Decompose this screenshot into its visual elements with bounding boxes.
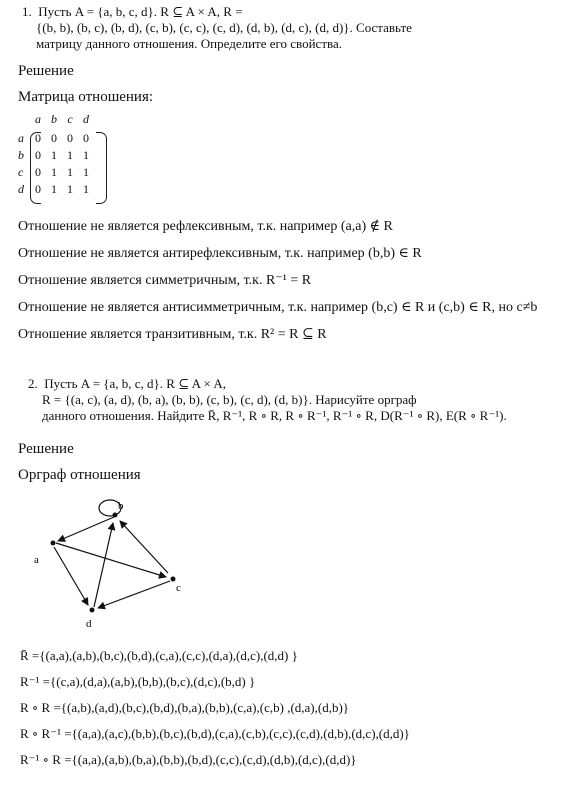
property-line: Отношение не является антисимметричным, т.к. например (b,c) ∈ R и (c,b) ∈ R, но c≠b <box>18 300 538 315</box>
task2-statement <box>28 376 507 424</box>
task1-statement <box>22 4 412 52</box>
matrix-cell: 1 <box>83 165 89 179</box>
task2-number: 2. <box>28 376 38 391</box>
solution1-heading: Решение <box>18 63 74 79</box>
matrix-cell: 1 <box>51 148 57 162</box>
edge-a-c <box>56 543 166 577</box>
formula-inverse: R⁻¹ ={(c,a),(d,a),(a,b),(b,b),(b,c),(d,c),(b,d) } <box>20 674 256 689</box>
task2-line1: Пусть A = {a, b, c, d}. R ⊆ A × A, <box>44 376 227 391</box>
matrix-cell: 1 <box>51 165 57 179</box>
matrix-col-header: d <box>83 112 89 126</box>
task2-line3: данного отношения. Найдите R̄, R⁻¹, R ∘ R, R ∘ R⁻¹, R⁻¹ ∘ R, D(R⁻¹ ∘ R), E(R ∘ R⁻¹). <box>42 408 507 423</box>
matrix-cell: 1 <box>51 182 57 196</box>
vertex-c <box>171 577 176 582</box>
matrix-row-label: b <box>18 148 24 162</box>
relation-digraph <box>20 495 220 635</box>
matrix-row-label: c <box>18 165 24 179</box>
matrix-cell: 0 <box>51 131 57 145</box>
vertex-label-a: a <box>34 554 39 566</box>
matrix-cell: 1 <box>67 165 73 179</box>
task1-line1: Пусть A = {a, b, c, d}. R ⊆ A × A, R = <box>38 4 243 19</box>
task1-number: 1. <box>22 4 32 19</box>
matrix-title: Матрица отношения: <box>18 89 154 105</box>
formula-r-r: R ∘ R ={(a,b),(a,d),(b,c),(b,d),(b,a),(b,b),(c,a),(c,b) ,(d,a),(d,b)} <box>20 700 350 715</box>
matrix-cell: 0 <box>35 182 41 196</box>
matrix-cell: 0 <box>35 165 41 179</box>
edge-d-b <box>94 523 113 607</box>
edge-b-a <box>58 517 114 541</box>
vertex-d <box>90 608 95 613</box>
matrix-cell: 1 <box>67 148 73 162</box>
matrix-col-header: c <box>67 112 73 126</box>
matrix-left-bracket <box>30 132 41 204</box>
formula-rinv-r: R⁻¹ ∘ R ={(a,a),(a,b),(b,a),(b,b),(b,d),(c,c),(c,d),(d,b),(d,c),(d,d)} <box>20 752 357 767</box>
task1-line2: {(b, b), (b, c), (b, d), (c, b), (c, c), (c, d), (d, b), (d, c), (d, d)}. Составьте <box>36 20 412 35</box>
task1-line3: матрицу данного отношения. Определите его свойства. <box>36 36 342 51</box>
vertex-label-b: b <box>118 500 124 512</box>
matrix-cell: 1 <box>67 182 73 196</box>
vertex-b <box>113 513 118 518</box>
property-line: Отношение не является рефлексивным, т.к. например (a,a) ∉ R <box>18 219 393 234</box>
formula-r-rinv: R ∘ R⁻¹ ={(a,a),(a,c),(b,b),(b,c),(b,d),(c,a),(c,b),(c,c),(c,d),(d,b),(d,c),(d,d)} <box>20 726 410 741</box>
matrix-row-label: d <box>18 182 24 196</box>
property-line: Отношение является симметричным, т.к. R⁻¹ = R <box>18 273 312 288</box>
edge-c-d <box>98 581 170 608</box>
edge-a-d <box>54 547 88 605</box>
matrix-cell: 0 <box>35 131 41 145</box>
vertex-label-d: d <box>86 618 92 630</box>
vertex-a <box>51 541 56 546</box>
task2-line2: R = {(a, c), (a, d), (b, a), (b, b), (c, b), (c, d), (d, b)}. Нарисуйте орграф <box>42 392 417 407</box>
matrix-col-header: a <box>35 112 41 126</box>
matrix-cell: 0 <box>67 131 73 145</box>
matrix-cell: 1 <box>83 182 89 196</box>
graph-title: Орграф отношения <box>18 467 141 483</box>
matrix-cell: 0 <box>83 131 89 145</box>
matrix-cell: 1 <box>83 148 89 162</box>
vertex-label-c: c <box>176 582 181 594</box>
property-line: Отношение является транзитивным, т.к. R² = R ⊆ R <box>18 327 327 342</box>
matrix-cell: 0 <box>35 148 41 162</box>
matrix-right-bracket <box>96 132 107 204</box>
solution2-heading: Решение <box>18 441 74 457</box>
formula-complement: R̄ ={(a,a),(a,b),(b,c),(b,d),(c,a),(c,c),(d,a),(d,c),(d,d) } <box>20 648 298 663</box>
property-line: Отношение не является антирефлексивным, т.к. например (b,b) ∈ R <box>18 246 422 261</box>
matrix-row-label: a <box>18 131 24 145</box>
matrix-col-header: b <box>51 112 57 126</box>
